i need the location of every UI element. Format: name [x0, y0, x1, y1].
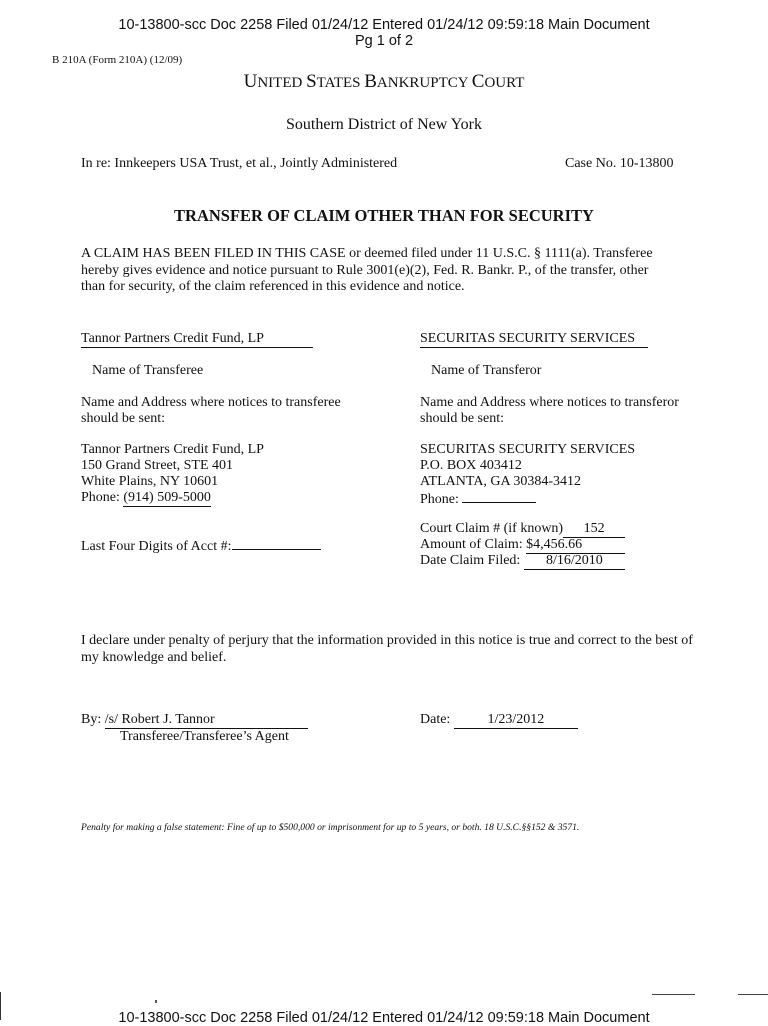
- claim-amount-label: Amount of Claim:: [420, 537, 527, 552]
- transferor-address-line-1: SECURITAS SECURITY SERVICES: [420, 442, 636, 457]
- court-claim-number: [420, 521, 625, 538]
- transferee-name: Tannor Partners Credit Fund, LP: [81, 331, 264, 346]
- transferor-phone: [420, 490, 536, 508]
- intro-line-3: than for security, of the claim referenced in this evidence and notice.: [81, 279, 465, 294]
- transferor-address-line-3: ATLANTA, GA 30384-3412: [420, 474, 582, 489]
- transferor-phone-label: Phone:: [420, 492, 463, 507]
- transferee-name-caption: Name of Transferee: [92, 363, 204, 378]
- transferor-notice-label-2: should be sent:: [420, 411, 504, 426]
- form-id: B 210A (Form 210A) (12/09): [52, 54, 183, 66]
- claim-amount: [420, 537, 625, 554]
- penalty-notice: Penalty for making a false statement: Fine of up to $500,000 or imprisonment for up to 5 years, or both. 18 U.S.C.§§152 & 3571.: [81, 822, 580, 833]
- transferee-notice-label-2: should be sent:: [81, 411, 165, 426]
- last-four-acct: [81, 537, 321, 555]
- transferor-name-caption: Name of Transferor: [431, 363, 542, 378]
- date-claim-filed-label: Date Claim Filed:: [420, 553, 524, 568]
- signature-by: [81, 712, 308, 729]
- transferor-phone-blank: [462, 490, 536, 503]
- signature-caption: Transferee/Transferee’s Agent: [120, 729, 289, 744]
- case-number: Case No. 10-13800: [565, 156, 674, 171]
- header-stamp-line1: 10-13800-scc Doc 2258 Filed 01/24/12 Entered 01/24/12 09:59:18 Main Document: [118, 17, 650, 33]
- transferee-address-line-1: Tannor Partners Credit Fund, LP: [81, 442, 264, 457]
- document-title: TRANSFER OF CLAIM OTHER THAN FOR SECURITY: [174, 206, 594, 225]
- court-claim-label: Court Claim # (if known): [420, 521, 564, 536]
- header-stamp-line2: Pg 1 of 2: [354, 33, 414, 49]
- transferor-name: SECURITAS SECURITY SERVICES: [420, 331, 636, 346]
- last-four-acct-blank: [232, 537, 321, 550]
- signature-date-label: Date:: [420, 712, 454, 727]
- court-claim-value: 152: [563, 521, 625, 538]
- transferor-name-field: [420, 331, 648, 348]
- footer-stamp: 10-13800-scc Doc 2258 Filed 01/24/12 Entered 01/24/12 09:59:18 Main Document: [118, 1010, 650, 1026]
- last-four-acct-label: Last Four Digits of Acct #:: [81, 539, 232, 554]
- declaration-line-1: I declare under penalty of perjury that the information provided in this notice is true and correct to the best of: [81, 633, 693, 648]
- transferor-notice-label-1: Name and Address where notices to transferor: [420, 395, 679, 410]
- court-district: Southern District of New York: [286, 116, 482, 133]
- transferee-name-field: [81, 331, 313, 348]
- transferee-phone: [81, 490, 211, 507]
- scan-artifact-dot: [155, 1000, 157, 1003]
- transferee-address-line-3: White Plains, NY 10601: [81, 474, 219, 489]
- intro-line-2: hereby gives evidence and notice pursuant to Rule 3001(e)(2), Fed. R. Bankr. P., of the transfer, other: [81, 263, 649, 278]
- court-title: UNITED STATES BANKRUPTCY COURT: [243, 71, 525, 92]
- transferee-notice-label-1: Name and Address where notices to transferee: [81, 395, 341, 410]
- date-claim-filed: [420, 553, 625, 570]
- date-claim-filed-value: 8/16/2010: [524, 553, 625, 570]
- signature-by-label: By:: [81, 712, 105, 727]
- signature-date-value: 1/23/2012: [454, 712, 578, 729]
- transferee-phone-label: Phone:: [81, 490, 124, 505]
- transferor-address-line-2: P.O. BOX 403412: [420, 458, 522, 473]
- transferee-phone-value: (914) 509-5000: [123, 490, 211, 505]
- signature-date: [420, 712, 578, 729]
- declaration-line-2: my knowledge and belief.: [81, 650, 227, 665]
- signature-signer: /s/ Robert J. Tannor: [105, 712, 308, 729]
- claim-amount-value: $4,456.66: [526, 537, 625, 554]
- scan-artifact-line-1: [652, 994, 695, 995]
- in-re: In re: Innkeepers USA Trust, et al., Jointly Administered: [81, 156, 398, 171]
- scan-artifact-line-2: [738, 994, 768, 995]
- intro-line-1: A CLAIM HAS BEEN FILED IN THIS CASE or deemed filed under 11 U.S.C. § 1111(a). Transferee: [81, 246, 653, 261]
- transferee-address-line-2: 150 Grand Street, STE 401: [81, 458, 234, 473]
